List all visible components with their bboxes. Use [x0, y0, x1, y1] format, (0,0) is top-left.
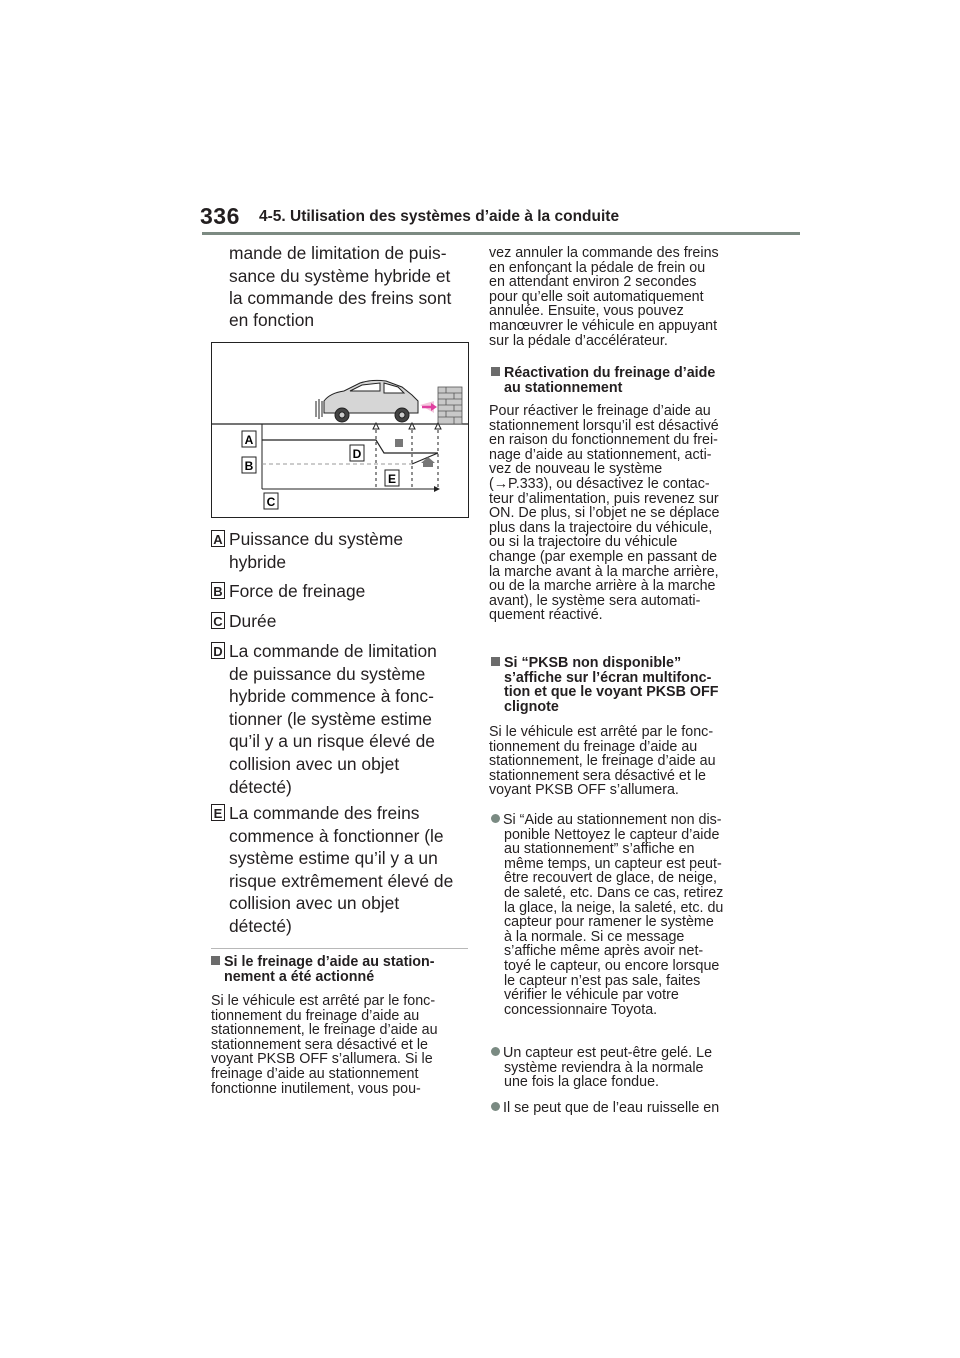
- bullet-icon: [491, 814, 500, 823]
- legend-key: D: [211, 642, 225, 659]
- lead-line: en fonction: [229, 310, 315, 330]
- diagram-label-d: [350, 445, 364, 461]
- legend-key: C: [211, 612, 225, 629]
- legend-key: A: [211, 530, 225, 547]
- braking-diagram: [211, 342, 469, 518]
- diagram-label-e: [385, 470, 399, 486]
- diagram-label-a: [242, 431, 256, 447]
- svg-text:C: C: [266, 495, 276, 509]
- section-divider: [211, 948, 468, 949]
- svg-text:A: A: [244, 433, 254, 447]
- legend-key: B: [211, 582, 225, 599]
- legend-text: La commande de limitation de puissance du système hybride commence à fonc- tionner (le système estime qu’il y a un risque élevé de collision avec un objet détecté): [229, 641, 437, 797]
- page-number: 336: [200, 203, 240, 229]
- legend-text: La commande des freins commence à fonctionner (le système estime qu’il y a un risque extrêmement élevé de collision avec un objet détecté): [229, 803, 454, 936]
- svg-text:B: B: [244, 459, 254, 473]
- braking-diagram-svg: [212, 343, 468, 517]
- car-icon: [324, 380, 418, 422]
- wall-icon: [438, 387, 462, 424]
- lead-line: sance du système hybride et: [229, 266, 451, 286]
- brake-icon: [421, 457, 435, 463]
- stop-icon: [395, 439, 403, 447]
- legend-text: Durée: [229, 611, 277, 631]
- square-bullet-icon: [491, 367, 500, 376]
- lead-line: mande de limitation de puis-: [229, 243, 447, 263]
- legend-text: Puissance du système hybride: [229, 529, 403, 572]
- diagram-label-c: [264, 493, 278, 509]
- square-bullet-icon: [211, 956, 220, 965]
- diagram-label-b: [242, 457, 256, 473]
- motion-lines: [316, 399, 322, 419]
- legend-text: Force de freinage: [229, 581, 366, 601]
- header-rule: [202, 232, 800, 235]
- svg-text:E: E: [387, 472, 397, 486]
- square-bullet-icon: [491, 657, 500, 666]
- bullet-icon: [491, 1047, 500, 1056]
- section-title: 4-5. Utilisation des systèmes d’aide à la conduite: [259, 208, 620, 225]
- legend-key: E: [211, 804, 225, 821]
- svg-text:D: D: [352, 447, 362, 461]
- lead-line: la commande des freins sont: [229, 288, 452, 308]
- bullet-icon: [491, 1102, 500, 1111]
